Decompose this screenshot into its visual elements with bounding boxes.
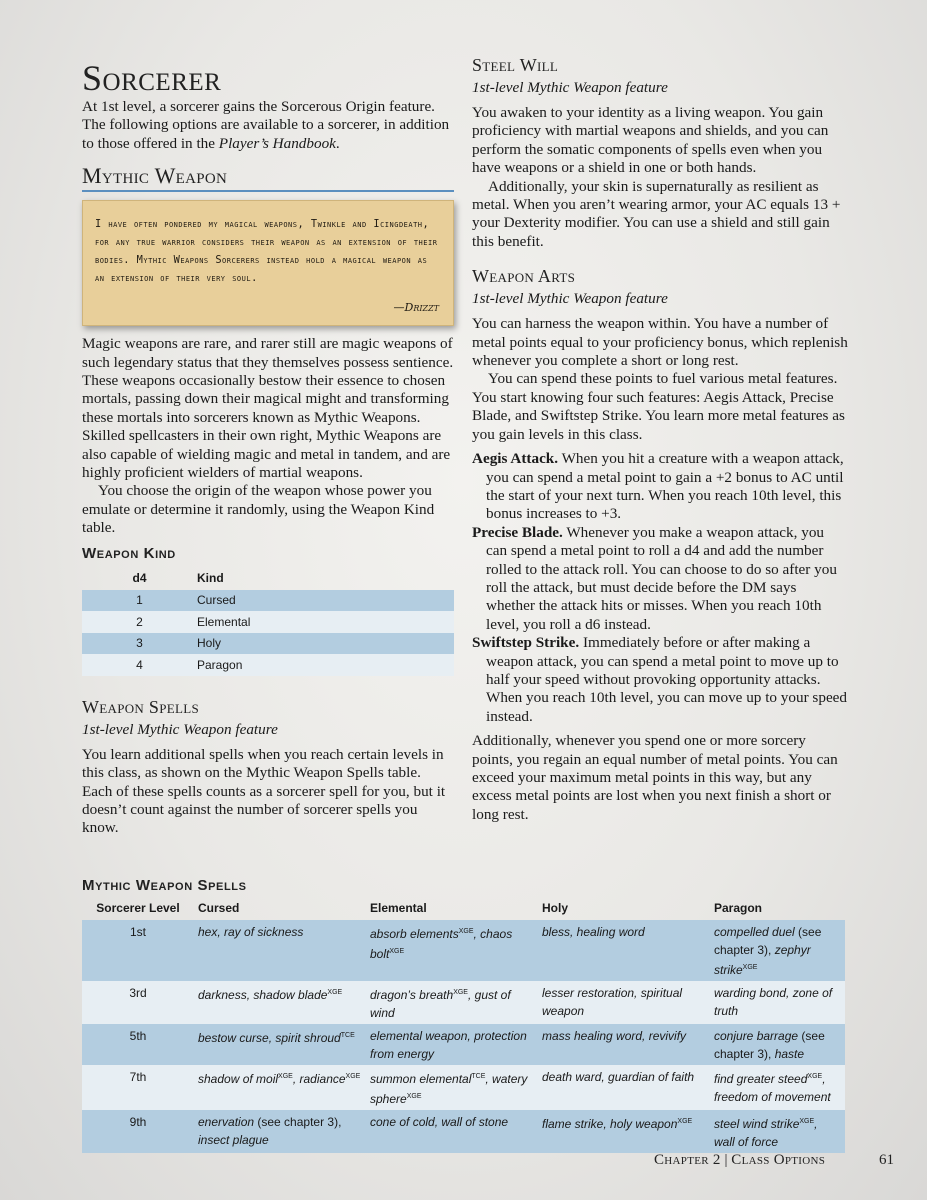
- weapon-kind-table: [82, 568, 454, 676]
- spells-cell: steel wind strike$^{XGE}$, wall of force: [710, 1110, 845, 1153]
- feature-name: Precise Blade.: [472, 523, 563, 541]
- source-tag: XGE: [278, 1073, 293, 1080]
- table-cell: 3: [82, 633, 197, 655]
- level-cell: 9th: [82, 1110, 194, 1153]
- note-text: I have often pondered my magical weapons, Twinkle and Icingdeath, for any true warrior considers their weapon as an extension of their bodies. Mythic Weapons Sorcerers instead hold a magical weapon as an extension of their very soul.: [95, 218, 438, 285]
- origin-paragraph: Magic weapons are rare, and rarer still are magic weapons of such legendary status that they themselves possess sentience. These weapons occasionally bestow their essence to chosen mortals, passing down their magical might and transforming these mortals into sorcerers known as Mythic Weapons. Skilled spellcasters in their own right, Mythic Weapons are also capable of wielding magic and metal in tandem, and are highly proficient wielders of martial weapons.: [82, 335, 454, 482]
- weapon-arts-heading: Weapon Arts: [472, 266, 576, 287]
- feature-name: Aegis Attack.: [472, 450, 559, 468]
- weapon-arts-subtitle: 1st-level Mythic Weapon feature: [472, 290, 668, 308]
- column-header: d4: [132, 570, 147, 585]
- column-header: Kind: [197, 570, 224, 585]
- source-tag: XGE: [389, 948, 405, 955]
- spells-cell: dragon’s breath$^{XGE}$, gust of wind: [366, 981, 538, 1024]
- source-tag: XGE: [458, 928, 474, 935]
- left-column: [82, 58, 454, 838]
- source-tag: XGE: [453, 989, 468, 996]
- spells-cell: summon elemental$^{TCE}$, watery sphere$^{XGE}$: [366, 1065, 538, 1110]
- column-header: Elemental: [370, 901, 427, 915]
- spells-cell: mass healing word, revivify: [538, 1024, 710, 1065]
- source-tag: XGE: [677, 1118, 693, 1125]
- table-cell: Cursed: [197, 590, 454, 612]
- weapon-spells-paragraph: You learn additional spells when you reach certain levels in this class, as shown on the Mythic Weapon Spells table. Each of these spells counts as a sorcerer spell for you, but it doesn’t count against the number of sorcerer spells you know.: [82, 745, 446, 837]
- spells-cell: absorb elements$^{XGE}$, chaos bolt$^{XGE}$: [366, 920, 538, 981]
- source-tag: XGE: [327, 989, 343, 996]
- spells-cell: bless, healing word: [538, 920, 710, 981]
- table-row: [82, 611, 454, 633]
- spells-cell: find greater steed$^{XGE}$, freedom of movement: [710, 1065, 845, 1110]
- page-footer: [654, 1152, 894, 1169]
- metal-features-list: [472, 450, 848, 726]
- source-tag: TCE: [471, 1073, 486, 1080]
- table-cell: 4: [82, 654, 197, 676]
- table-cell: Elemental: [197, 611, 454, 633]
- spells-cell: darkness, shadow blade$^{XGE}$: [194, 981, 366, 1024]
- column-header: Sorcerer Level: [96, 901, 180, 915]
- origin-heading: Mythic Weapon: [82, 163, 454, 192]
- column-header: Paragon: [714, 901, 763, 915]
- feature-name: Swiftstep Strike.: [472, 634, 580, 652]
- origin-paragraph: You choose the origin of the weapon whose power you emulate or determine it randomly, using the Weapon Kind table.: [82, 482, 435, 537]
- right-column: [472, 54, 848, 824]
- table-row: [82, 654, 454, 676]
- table-cell: 1: [82, 590, 197, 612]
- column-header: Cursed: [198, 901, 240, 915]
- spells-cell: conjure barrage (see chapter 3), haste: [710, 1024, 845, 1065]
- weapon-arts-paragraph: You can harness the weapon within. You have a number of metal points equal to your proficiency bonus, which replenish whenever you complete a short or long rest.: [472, 315, 848, 370]
- table-row: [82, 1024, 845, 1065]
- note-signature: —Drizzt: [393, 301, 439, 315]
- table-row: [82, 590, 454, 612]
- spells-cell: enervation (see chapter 3), insect plague: [194, 1110, 366, 1153]
- page-number: 61: [879, 1152, 894, 1168]
- table-cell: Holy: [197, 633, 454, 655]
- weapon-kind-heading: Weapon Kind: [82, 544, 176, 562]
- source-tag: XGE: [406, 1093, 422, 1100]
- footer-separator: |: [720, 1152, 732, 1168]
- weapon-arts-paragraph: You can spend these points to fuel various metal features. You start knowing four such features: Aegis Attack, Precise Blade, and Swiftstep Strike. You learn more metal features as you gain levels in this class.: [472, 370, 845, 443]
- cell-note: (see chapter 3),: [714, 1029, 825, 1061]
- level-cell: 7th: [82, 1065, 194, 1110]
- metal-feature: [472, 450, 848, 524]
- spells-cell: compelled duel (see chapter 3), zephyr strike$^{XGE}$: [710, 920, 845, 981]
- steel-will-subtitle: 1st-level Mythic Weapon feature: [472, 79, 668, 96]
- mythic-weapon-spells-section: [82, 876, 845, 1153]
- spells-table-heading: Mythic Weapon Spells: [82, 877, 247, 894]
- spells-cell: warding bond, zone of truth: [710, 981, 845, 1024]
- source-tag: XGE: [742, 964, 758, 971]
- metal-feature: [472, 634, 848, 726]
- source-tag: XGE: [807, 1073, 823, 1080]
- table-cell: Paragon: [197, 654, 454, 676]
- level-cell: 5th: [82, 1024, 194, 1065]
- intro-segment: Player’s Handbook: [218, 134, 336, 152]
- cell-note: (see chapter 3),: [714, 925, 822, 957]
- level-cell: 3rd: [82, 981, 194, 1024]
- spells-cell: death ward, guardian of faith: [538, 1065, 710, 1110]
- footer-chapter: Chapter 2: [654, 1152, 721, 1168]
- weapon-spells-subtitle: 1st-level Mythic Weapon feature: [82, 720, 278, 738]
- table-row: [82, 981, 845, 1024]
- page-title: Sorcerer: [82, 58, 222, 98]
- table-row: [82, 1065, 845, 1110]
- feature-text: When you hit a creature with a weapon attack, you can spend a metal point to gain a +2 bonus to AC until the start of your next turn. When you reach 10th level, this bonus increases to +3.: [486, 450, 844, 523]
- intro-paragraph: [82, 98, 454, 153]
- level-cell: 1st: [82, 920, 194, 981]
- sidebar-note: [82, 200, 454, 326]
- column-header: Holy: [542, 901, 569, 915]
- footer-section: Class Options: [731, 1152, 826, 1168]
- intro-segment: .: [335, 134, 340, 152]
- spells-table: [82, 899, 845, 1153]
- spells-cell: flame strike, holy weapon$^{XGE}$: [538, 1110, 710, 1153]
- metal-feature: [472, 524, 848, 634]
- steel-will-heading: Steel Will: [472, 55, 559, 75]
- spells-cell: lesser restoration, spiritual weapon: [538, 981, 710, 1024]
- table-row: [82, 920, 845, 981]
- table-row: [82, 633, 454, 655]
- source-tag: XGE: [799, 1118, 815, 1125]
- steel-will-paragraph: Additionally, your skin is supernaturally as resilient as metal. When you aren’t wearing armor, your AC equals 13 + your Dexterity modifier. You can use a shield and still gain this benefit.: [472, 177, 841, 250]
- feature-text: Immediately before or after making a weapon attack, you can spend a metal point to move up to half your speed without provoking opportunity attacks. When you reach 10th level, you can move up to your speed instead.: [486, 634, 848, 725]
- weapon-arts-closing: Additionally, whenever you spend one or more sorcery points, you regain an equal number of metal points. You can exceed your maximum metal points in this way, but any excess metal points are lost when you next finish a short or long rest.: [472, 732, 838, 823]
- spells-cell: bestow curse, spirit shroud$^{TCE}$: [194, 1024, 366, 1065]
- table-row: [82, 1110, 845, 1153]
- spells-cell: elemental weapon, protection from energy: [366, 1024, 538, 1065]
- source-tag: XGE: [345, 1073, 361, 1080]
- steel-will-paragraph: You awaken to your identity as a living weapon. You gain proficiency with martial weapons and shields, and you can perform the somatic components of spells even when you have weapons or a shield in one or both hands.: [472, 104, 829, 177]
- spells-cell: hex, ray of sickness: [194, 920, 366, 981]
- intro-segment: At 1st level, a sorcerer gains the Sorcerous Origin feature. The following options are available to a sorcerer, in addition to those offered in the: [82, 98, 450, 152]
- source-tag: TCE: [340, 1032, 355, 1039]
- table-cell: 2: [82, 611, 197, 633]
- spells-cell: shadow of moil$^{XGE}$, radiance$^{XGE}$: [194, 1065, 366, 1110]
- feature-text: Whenever you make a weapon attack, you can spend a metal point to roll a d4 and add the number rolled to the attack roll. You can choose to do so after you roll the attack, but must decide before the DM says whether the attack hits or misses. When you reach 10th level, you roll a d6 instead.: [486, 523, 837, 633]
- cell-note: (see chapter 3),: [254, 1115, 342, 1129]
- weapon-spells-heading: Weapon Spells: [82, 696, 200, 717]
- spells-cell: cone of cold, wall of stone: [366, 1110, 538, 1153]
